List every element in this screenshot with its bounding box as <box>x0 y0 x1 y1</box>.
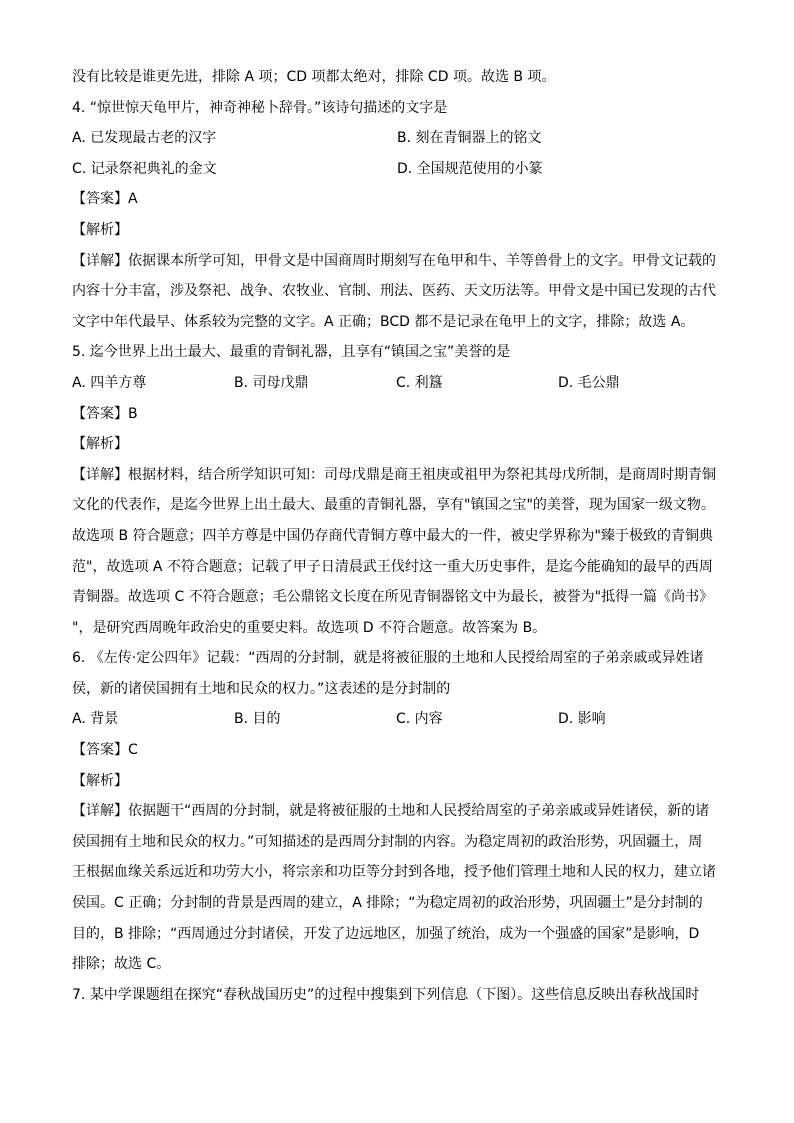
option-d: D. 毛公鼎 <box>558 374 620 391</box>
option-a: A. 四羊方尊 <box>72 374 147 391</box>
detail-line: 文化的代表作，是迄今世界上出土最大、最重的青铜礼器，享有"镇国之宝"的美誉，现为国家一级文物。 <box>72 497 715 514</box>
option-row <box>72 123 722 154</box>
question-7 <box>72 980 722 1011</box>
detail-line: 目的，B 排除；“西周通过分封诸侯，开发了边远地区，加强了统治，成为一个强盛的国家”是影响，D <box>72 925 700 942</box>
option-a: A. 已发现最古老的汉字 <box>72 130 217 147</box>
document-page <box>72 62 722 1010</box>
detail-line: 排除；故选 C。 <box>72 956 171 973</box>
option-c: C. 内容 <box>396 711 443 728</box>
option-c: C. 利簋 <box>396 374 443 391</box>
option-b: B. 目的 <box>234 711 281 728</box>
answer-label: 【答案】C <box>72 742 138 759</box>
detail-line: 王根据血缘关系远近和功劳大小，将宗亲和功臣等分封到各地，授予他们管理土地和人民的权力，建立诸 <box>72 864 716 881</box>
analysis-label: 【解析】 <box>72 436 128 453</box>
answer-label: 【答案】B <box>72 405 138 422</box>
option-row <box>72 154 722 185</box>
detail-line: 青铜器。故选项 C 不符合题意；毛公鼎铭文长度在所见青铜器铭文中为最长，被誉为"抵得一篇《尚书》 <box>72 589 714 606</box>
analysis-label: 【解析】 <box>72 772 128 789</box>
detail-explanation <box>72 796 722 980</box>
question-4 <box>72 93 722 338</box>
question-stem: 7. 某中学课题组在探究“春秋战国历史”的过程中搜集到下列信息（下图）。这些信息反映出春秋战国时 <box>72 986 700 1003</box>
previous-explanation-end: 没有比较是谁更先进，排除 A 项；CD 项都太绝对，排除 CD 项。故选 B 项。 <box>72 69 556 85</box>
analysis-label: 【解析】 <box>72 221 128 238</box>
detail-line: 范"，故选项 A 不符合题意；记载了甲子日清晨武王伐纣这一重大历史事件，是迄今能确知的最早的西周 <box>72 558 713 575</box>
option-d: D. 全国规范使用的小篆 <box>397 160 543 177</box>
detail-line: 侯国拥有土地和民众的权力。”可知描述的是西周分封制的内容。为稳定周初的政治形势，巩固疆土，周 <box>72 833 703 850</box>
stem-line: 侯，新的诸侯国拥有土地和民众的权力。”这表述的是分封制的 <box>72 680 451 697</box>
detail-explanation <box>72 460 722 644</box>
question-stem: 5. 迄今世界上出土最大、最重的青铜礼器，且享有“镇国之宝”美誉的是 <box>72 344 511 361</box>
option-b: B. 司母戊鼎 <box>234 374 309 391</box>
detail-line: 侯国。C 正确；分封制的背景是西周的建立，A 排除；“为稳定周初的政治形势，巩固疆土”是分封制的 <box>72 895 703 912</box>
option-d: D. 影响 <box>558 711 606 728</box>
detail-line: 故选项 B 符合题意；四羊方尊是中国仍存商代青铜方尊中最大的一件，被史学界称为"臻于极致的青铜典 <box>72 527 713 544</box>
detail-line: "，是研究西周晚年政治史的重要史料。故选项 D 不符合题意。故答案为 B。 <box>72 619 547 636</box>
detail-line: 【详解】依据课本所学可知，甲骨文是中国商周时期刻写在龟甲和牛、羊等兽骨上的文字。甲骨文记载的 <box>72 252 716 269</box>
question-6 <box>72 643 722 980</box>
question-5 <box>72 337 722 643</box>
detail-line: 内容十分丰富，涉及祭祀、战争、农牧业、官制、刑法、医药、天文历法等。甲骨文是中国已发现的古代 <box>72 283 716 300</box>
detail-line: 文字中年代最早、体系较为完整的文字。A 正确；BCD 都不是记录在龟甲上的文字，排除；故选 A。 <box>72 313 695 330</box>
question-stem: 4. “惊世惊天龟甲片，神奇神秘卜辞骨。”该诗句描述的文字是 <box>72 99 448 116</box>
stem-line: 6. 《左传·定公四年》记载：“西周的分封制，就是将被征服的土地和人民授给周室的子弟亲戚或异姓诸 <box>72 650 704 667</box>
detail-explanation <box>72 246 722 338</box>
detail-line: 【详解】根据材料，结合所学知识可知：司母戊鼎是商王祖庚或祖甲为祭祀其母戊所制，是商周时期青铜 <box>72 466 716 483</box>
option-row <box>72 368 722 399</box>
option-b: B. 刻在青铜器上的铭文 <box>397 130 542 147</box>
answer-label: 【答案】A <box>72 191 138 208</box>
option-a: A. 背景 <box>72 711 119 728</box>
option-row <box>72 704 722 735</box>
option-c: C. 记录祭祀典礼的金文 <box>72 160 217 177</box>
detail-line: 【详解】依据题干“西周的分封制，就是将被征服的土地和人民授给周室的子弟亲戚或异姓诸侯，新的诸 <box>72 803 710 820</box>
question-stem <box>72 643 722 704</box>
